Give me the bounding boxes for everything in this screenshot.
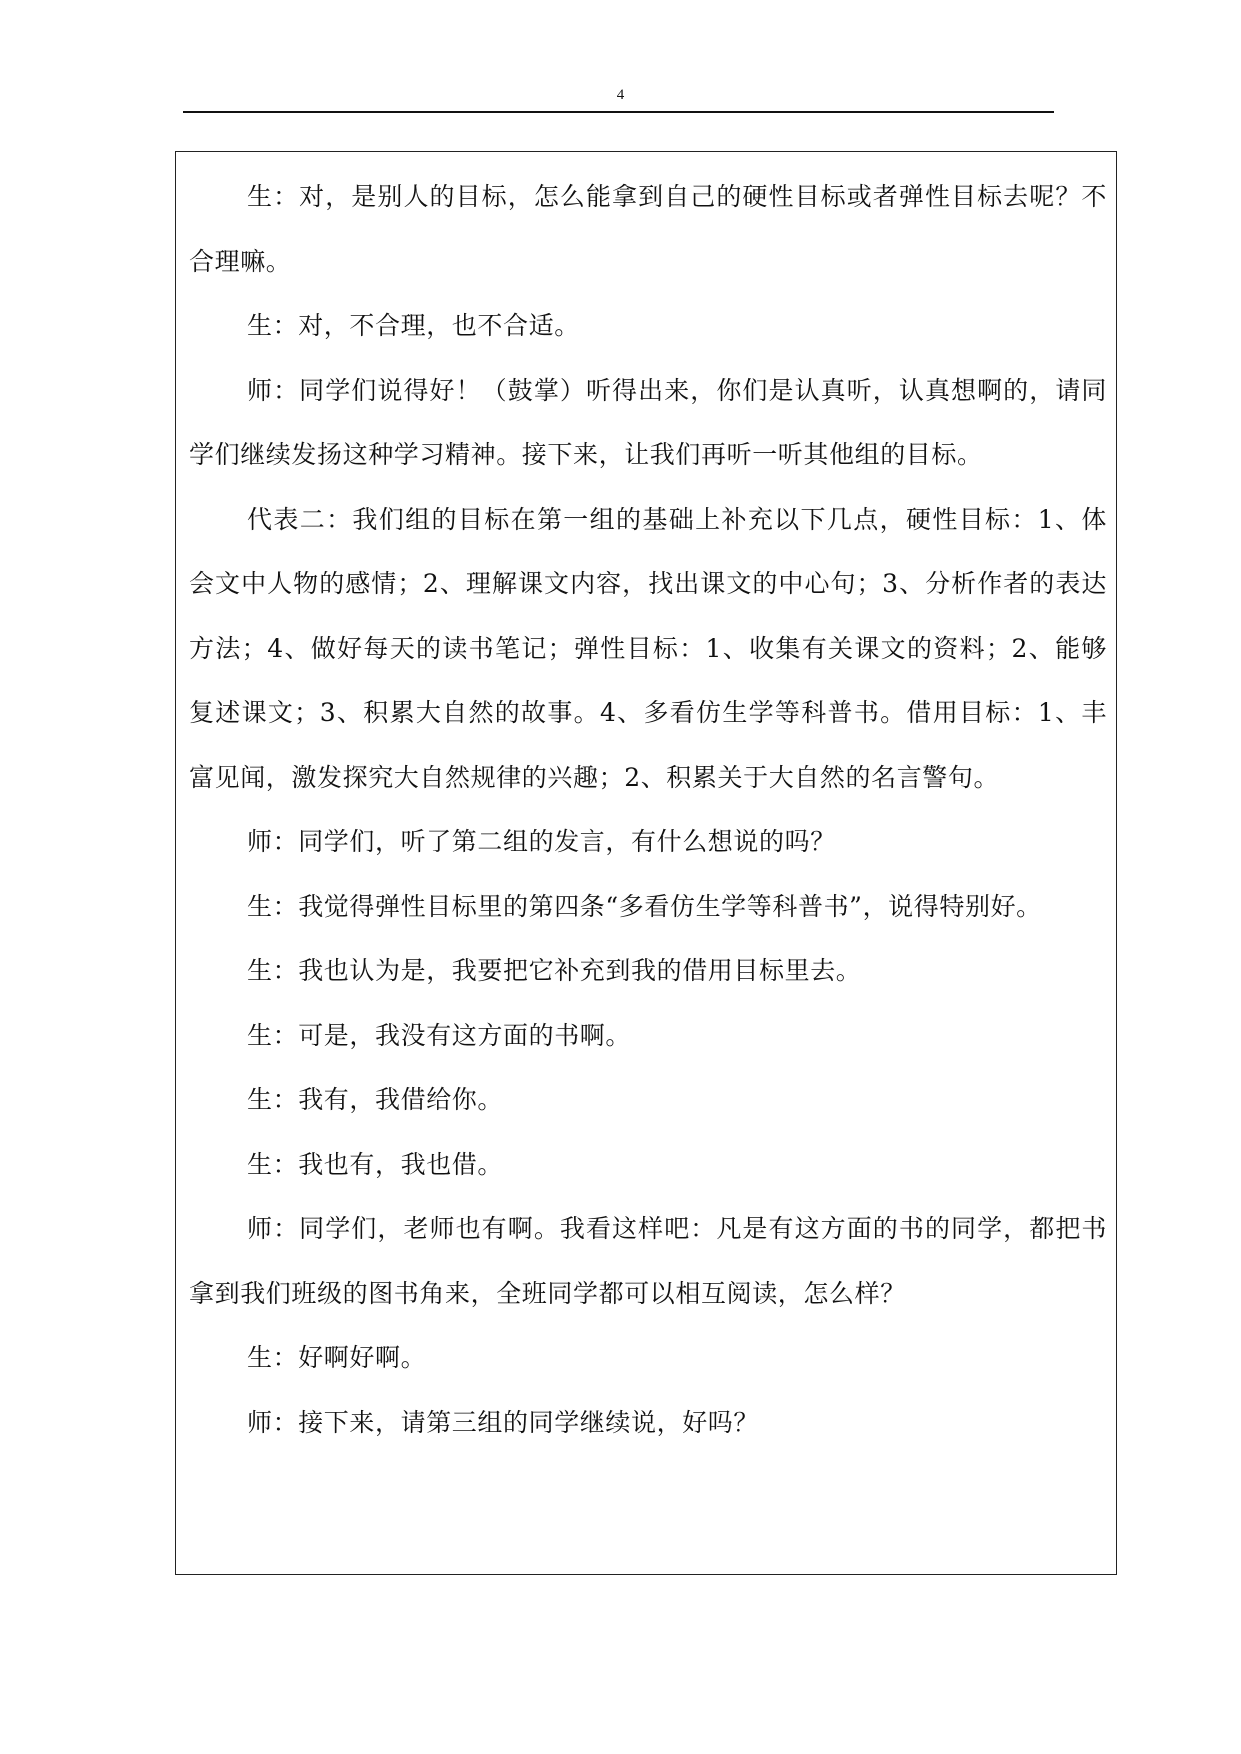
paragraph: 代表二：我们组的目标在第一组的基础上补充以下几点，硬性目标：1、体会文中人物的感情；2、理解课文内容，找出课文的中心句；3、分析作者的表达方法；4、做好每天的读书笔记；弹性目标：1、收集有关课文的资料；2、能够复述课文；3、积累大自然的故事。4、多看仿生学等科普书。借用目标：1、丰富见闻，激发探究大自然规律的兴趣；2、积累关于大自然的名言警句。 xyxy=(189,504,1107,792)
paragraph: 生：我觉得弹性目标里的第四条“多看仿生学等科普书”，说得特别好。 xyxy=(247,891,1042,921)
content-table-cell xyxy=(175,151,1117,1575)
paragraph: 生：对，是别人的目标，怎么能拿到自己的硬性目标或者弹性目标去呢？不合理嘛。 xyxy=(189,182,1107,276)
paragraph: 师：同学们，老师也有啊。我看这样吧：凡是有这方面的书的同学，都把书拿到我们班级的图书角来，全班同学都可以相互阅读，怎么样？ xyxy=(189,1214,1107,1308)
paragraph: 师：同学们说得好！（鼓掌）听得出来，你们是认真听，认真想啊的，请同学们继续发扬这种学习精神。接下来，让我们再听一听其他组的目标。 xyxy=(189,375,1107,469)
dialogue-text xyxy=(189,152,1107,1455)
paragraph: 生：可是，我没有这方面的书啊。 xyxy=(247,1020,632,1050)
paragraph: 生：对，不合理，也不合适。 xyxy=(247,311,580,340)
paragraph: 师：接下来，请第三组的同学继续说，好吗？ xyxy=(247,1407,760,1437)
header-rule xyxy=(183,111,1054,113)
paragraph: 师：同学们，听了第二组的发言，有什么想说的吗？ xyxy=(247,827,836,856)
paragraph: 生：我也有，我也借。 xyxy=(247,1149,504,1179)
paragraph: 生：好啊好啊。 xyxy=(247,1343,427,1372)
page-number: 4 xyxy=(616,87,625,103)
paragraph: 生：我也认为是，我要把它补充到我的借用目标里去。 xyxy=(247,956,862,985)
paragraph: 生：我有，我借给你。 xyxy=(247,1085,504,1114)
